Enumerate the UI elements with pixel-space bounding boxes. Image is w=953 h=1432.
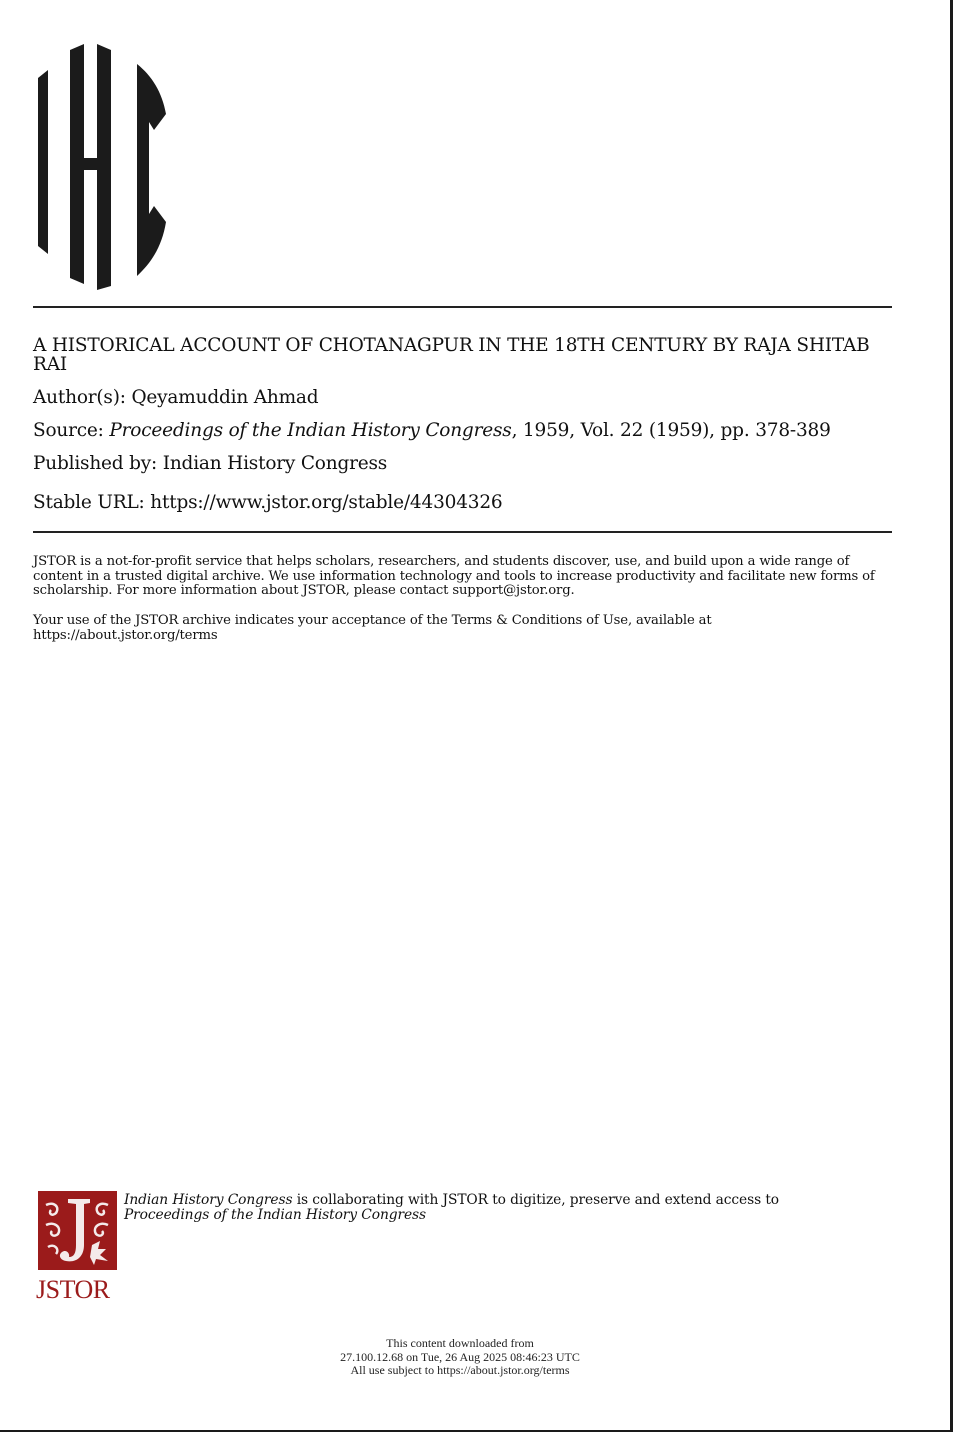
source-line xyxy=(33,420,831,442)
collaboration-statement xyxy=(124,1193,884,1223)
jstor-logo xyxy=(36,1191,120,1306)
stable-url-link[interactable]: https://www.jstor.org/stable/44304326 xyxy=(150,492,503,513)
author-label: Author(s): xyxy=(33,387,126,408)
stable-url-label: Stable URL: xyxy=(33,492,145,513)
stable-url-line xyxy=(33,492,503,514)
author-name: Qeyamuddin Ahmad xyxy=(131,387,319,408)
publisher-name: Indian History Congress xyxy=(162,453,388,474)
source-label: Source: xyxy=(33,420,104,441)
footer-line-3: All use subject to https://about.jstor.org/terms xyxy=(350,1363,570,1377)
author-line xyxy=(33,387,318,409)
source-journal: Proceedings of the Indian History Congress xyxy=(109,420,512,441)
divider-bottom xyxy=(33,531,892,533)
ihc-logo-icon xyxy=(34,42,168,292)
publisher-line xyxy=(33,453,387,475)
collab-journal: Proceedings of the Indian History Congress xyxy=(124,1207,426,1223)
collab-partner: Indian History Congress xyxy=(124,1192,293,1208)
jstor-emblem-icon xyxy=(38,1191,117,1270)
article-title: A HISTORICAL ACCOUNT OF CHOTANAGPUR IN THE 18TH CENTURY BY RAJA SHITAB RAI xyxy=(33,335,870,375)
jstor-wordmark: JSTOR xyxy=(36,1275,110,1304)
terms-notice-paragraph: Your use of the JSTOR archive indicates your acceptance of the Terms & Conditions of Use, available at https://about.jstor.org/terms xyxy=(33,613,712,643)
download-footer xyxy=(300,1337,620,1378)
jstor-notice-paragraph: JSTOR is a not-for-profit service that helps scholars, researchers, and students discover, use, and build upon a wide range of content in a trusted digital archive. We use information technology and tools to increase productivity and facilitate new forms of scholarship. For more information about JSTOR, please contact support@jstor.org. xyxy=(33,554,875,598)
publisher-label: Published by: xyxy=(33,453,158,474)
divider-top xyxy=(33,306,892,308)
footer-line-2: 27.100.12.68 on Tue, 26 Aug 2025 08:46:23 UTC xyxy=(340,1349,580,1364)
footer-line-1: This content downloaded from xyxy=(386,1336,534,1350)
collab-text: is collaborating with JSTOR to digitize, preserve and extend access to xyxy=(292,1192,780,1208)
source-details: , 1959, Vol. 22 (1959), pp. 378-389 xyxy=(511,420,831,441)
